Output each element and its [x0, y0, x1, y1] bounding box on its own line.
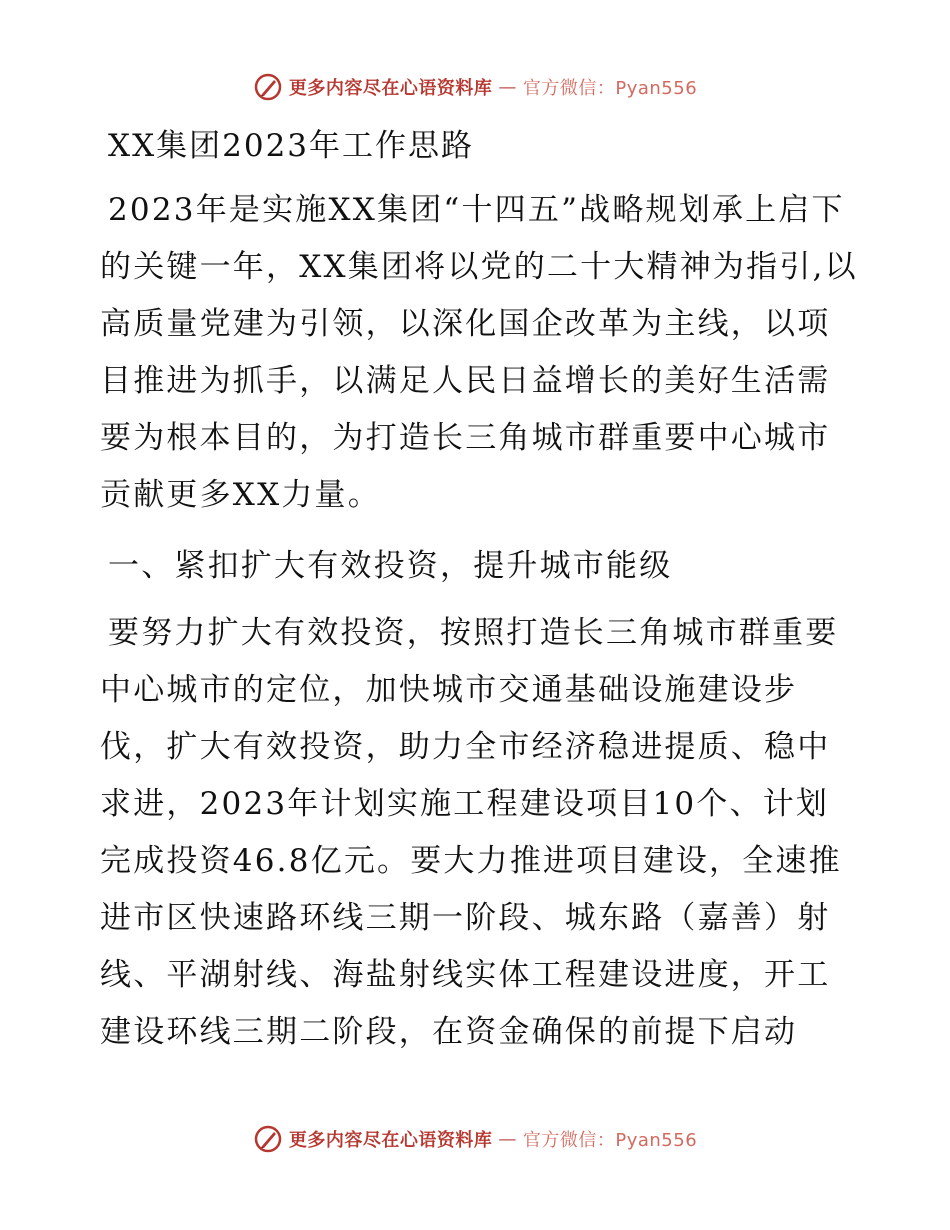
watermark-brand-text: 更多内容尽在心语资料库: [288, 1130, 493, 1151]
footer-watermark: [0, 1124, 950, 1154]
intro-paragraph: 2023年是实施XX集团“十四五”战略规划承上启下的关键一年，XX集团将以党的二十大精神为指引,以高质量党建为引领，以深化国企改革为主线，以项目推进为抓手，以满足人民日益增长的美好生活需要为根本目的，为打造长三角城市群重要中心城市贡献更多XX力量。: [100, 192, 858, 513]
document-body: [100, 122, 860, 1061]
watermark-separator: —: [498, 76, 517, 98]
watermark-contact-text: 官方微信：Pyan556: [522, 78, 698, 99]
watermark-separator: —: [498, 1128, 517, 1150]
section-heading: 一、紧扣扩大有效投资，提升城市能级: [108, 548, 673, 584]
section-paragraph: 要努力扩大有效投资，按照打造长三角城市群重要中心城市的定位，加快城市交通基础设施建设步伐，扩大有效投资，助力全市经济稳进提质、稳中求进，2023年计划实施工程建设项目10个、计划完成投资46.8亿元。要大力推进项目建设，全速推进市区快速路环线三期一阶段、城东路（嘉善）射线、平湖射线、海盐射线实体工程建设进度，开工建设环线三期二阶段，在资金确保的前提下启动: [100, 615, 842, 1050]
header-watermark: [0, 72, 950, 102]
watermark-contact-text: 官方微信：Pyan556: [522, 1130, 698, 1151]
document-title: XX集团2023年工作思路: [108, 128, 475, 164]
watermark-brand-text: 更多内容尽在心语资料库: [288, 78, 493, 99]
pen-logo-icon: [253, 1124, 283, 1154]
pen-logo-icon: [253, 72, 283, 102]
